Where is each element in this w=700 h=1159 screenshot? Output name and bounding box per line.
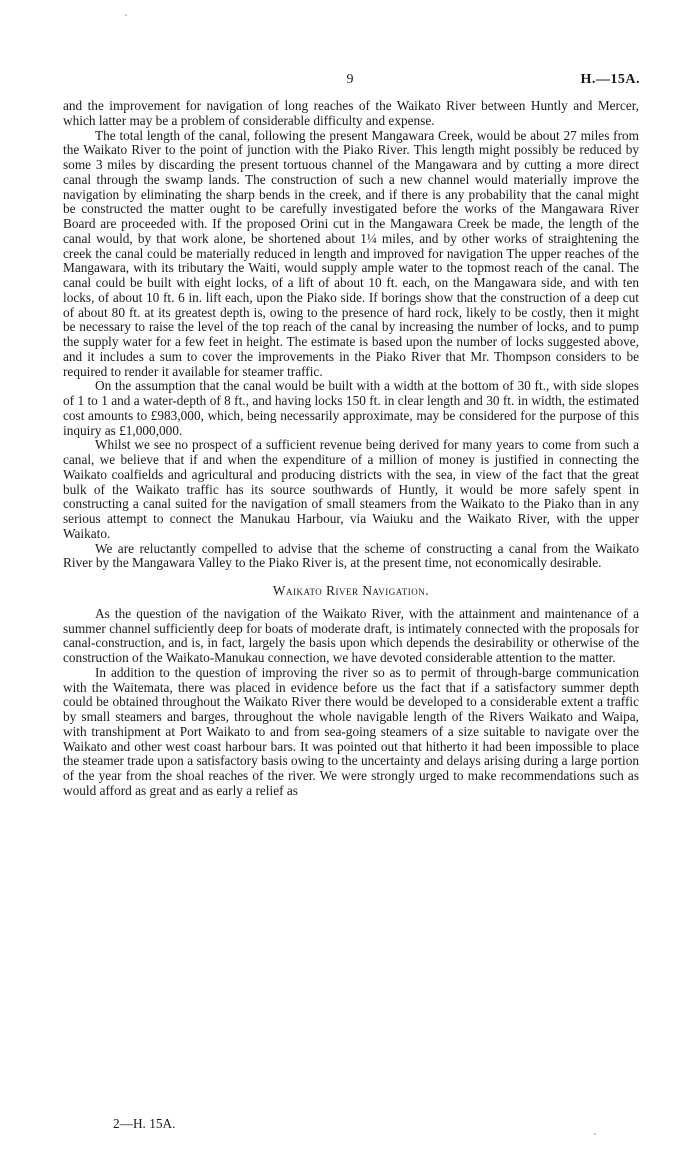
paragraph-navigation-question: As the question of the navigation of the Waikato River, with the attainment and maintenance of a summer channel sufficiently deep for boats of moderate draft, is intimately connected with the proposals for canal-construction, and is, in fact, largely the basis upon which depends the desirability or otherwise of the construction of the Waikato-Manukau connection, we have devoted considerable attention to the matter. <box>63 605 639 665</box>
scan-speck <box>125 14 127 16</box>
paragraph-canal-cost: On the assumption that the canal would be built with a width at the bottom of 30 ft., with side slopes of 1 to 1 and a water-depth of 8 ft., and having locks 150 ft. in clear length and 30 ft. in width, the estimated cost amounts to £983,000, which, being necessarily approximate, may be considered for the purpose of this inquiry as £1,000,000. <box>63 378 639 438</box>
document-reference: H.—15A. <box>580 72 640 87</box>
scan-speck <box>594 1133 596 1135</box>
paragraph-continued: and the improvement for navigation of long reaches of the Waikato River between Huntly and Mercer, which latter may be a problem of considerable difficulty and expense. <box>63 98 639 128</box>
page-header <box>0 72 700 92</box>
signature-mark: 2—H. 15A. <box>113 1116 176 1131</box>
paragraph-through-barge: In addition to the question of improving the river so as to permit of through-barge communication with the Waitemata, there was placed in evidence before us the fact that if a satisfactory summer depth could be obtained throughout the Waikato River there would be developed to a considerable extent a traffic by small steamers and barges, throughout the whole navigable length of the Rivers Waikato and Waipa, with transhipment at Port Waikato to and from sea-going steamers of a size suitable to navigate over the Waikato and other west coast harbour bars. It was pointed out that hitherto it had been impossible to place the steamer trade upon a satisfactory basis owing to the uncertainty and delays arising during a large portion of the year from the shoal reaches of the river. We were strongly urged to make recommendations such as would afford as great and as early a relief as <box>63 664 639 798</box>
page-number: 9 <box>346 72 354 87</box>
section-heading: Waikato River Navigation. <box>272 583 430 598</box>
paragraph-canal-length: The total length of the canal, following the present Mangawara Creek, would be about 27 miles from the Waikato River to the point of junction with the Piako River. This length might possibly be reduced by some 3 miles by discarding the present tortuous channel of the Mangawara and by cutting a more direct canal through the swamp lands. The construction of such a new channel would materially improve the navigation by eliminating the sharp bends in the creek, and if there is any probability that the canal might be constructed the matter ought to be carefully investigated before the works of the Mangawara River Board are proceeded with. If the proposed Orini cut in the Mangawara Creek be made, the length of the canal would, by that work alone, be shortened about 1¼ miles, and by other works of straightening the creek the canal could be materially reduced in length and improved for navigation The upper reaches of the Mangawara, with its tributary the Waiti, would supply ample water to the topmost reach of the canal. The canal could be built with eight locks, of a lift of about 10 ft. each, on the Mangawara side, and with ten locks, of about 10 ft. 6 in. lift each, upon the Piako side. If borings show that the construction of a deep cut of about 80 ft. at its greatest depth is, owing to the presence of hard rock, likely to be costly, then it might be necessary to raise the level of the top reach of the canal by increasing the number of locks, and to pump the supply water for a few feet in height. The estimate is based upon the number of locks suggested above, and it includes a sum to cover the improvements in the Piako River that Mr. Thompson considers to be required to render it available for steamer traffic. <box>63 127 639 379</box>
body-text <box>63 99 639 799</box>
paragraph-revenue: Whilst we see no prospect of a sufficient revenue being derived for many years to come from such a canal, we believe that if and when the expenditure of a million of money is justified in connecting the Waikato coalfields and agricultural and producing districts with the sea, in view of the fact that the great bulk of the Waikato traffic has its source southwards of Huntly, it would be more safely spent in constructing a canal suited for the navigation of small steamers from the Waikato to the Piako than in any serious attempt to connect the Manukau Harbour, via Waiuku and the Waikato River, with the upper Waikato. <box>63 437 639 541</box>
paragraph-conclusion: We are reluctantly compelled to advise that the scheme of constructing a canal from the Waikato River by the Mangawara Valley to the Piako River is, at the present time, not economically desirable. <box>63 540 639 571</box>
